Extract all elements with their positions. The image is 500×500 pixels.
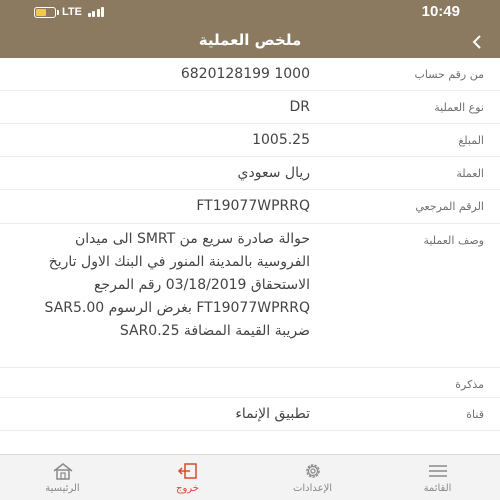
row-reference (0, 190, 500, 224)
from-account-label: من رقم حساب (414, 68, 484, 81)
row-currency (0, 157, 500, 190)
currency-label: العملة (456, 167, 484, 180)
row-channel (0, 398, 500, 431)
amount-label: المبلغ (458, 134, 484, 147)
row-memo (0, 368, 500, 398)
currency-value: ريال سعودي (237, 165, 310, 181)
menu-icon (427, 461, 449, 481)
operation-type-label: نوع العملية (434, 101, 484, 114)
memo-label: مذكرة (455, 378, 484, 391)
chevron-left-icon (470, 34, 484, 50)
status-indicators (34, 6, 104, 18)
reference-value: FT19077WPRRQ (196, 198, 310, 214)
back-button[interactable] (462, 27, 492, 57)
nav-logout-label: خروج (176, 483, 199, 494)
channel-label: قناة (466, 408, 484, 421)
nav-menu-label: القائمة (423, 483, 452, 494)
row-from-account (0, 58, 500, 91)
status-bar (0, 0, 500, 26)
logout-icon (177, 461, 199, 481)
status-time: 10:49 (421, 3, 460, 20)
description-label: وصف العملية (423, 234, 484, 247)
channel-value: تطبيق الإنماء (235, 406, 310, 422)
description-value: حوالة صادرة سريع من SMRT الى ميدان الفروسية بالمدينة المنور في البنك الاول تاريخ الاستحقاق 03/18/2019 رقم المرجع FT19077WPRRQ بغرض الرسوم SAR5.00 ضريبة القيمة المضافة SAR0.25 (44, 231, 310, 339)
battery-icon (34, 7, 56, 18)
transaction-summary (0, 58, 500, 454)
gear-icon (302, 461, 324, 481)
row-amount (0, 124, 500, 157)
amount-value: 1005.25 (252, 132, 310, 148)
page-title: ملخص العملية (198, 31, 302, 49)
signal-icon (88, 7, 105, 17)
nav-logout[interactable] (125, 455, 250, 500)
from-account-value: 6820128199 1000 (180, 66, 310, 82)
row-description (0, 224, 500, 368)
nav-home[interactable] (0, 455, 125, 500)
header-bar (0, 26, 500, 58)
nav-settings-label: الإعدادات (292, 483, 333, 494)
nav-settings[interactable] (250, 455, 375, 500)
bottom-nav (0, 454, 500, 500)
nav-home-label: الرئيسية (45, 483, 80, 494)
nav-menu[interactable] (375, 455, 500, 500)
row-operation-type (0, 91, 500, 124)
network-type: LTE (62, 6, 82, 18)
reference-label: الرقم المرجعي (415, 200, 484, 213)
operation-type-value: DR (289, 99, 310, 115)
home-icon (52, 461, 74, 481)
